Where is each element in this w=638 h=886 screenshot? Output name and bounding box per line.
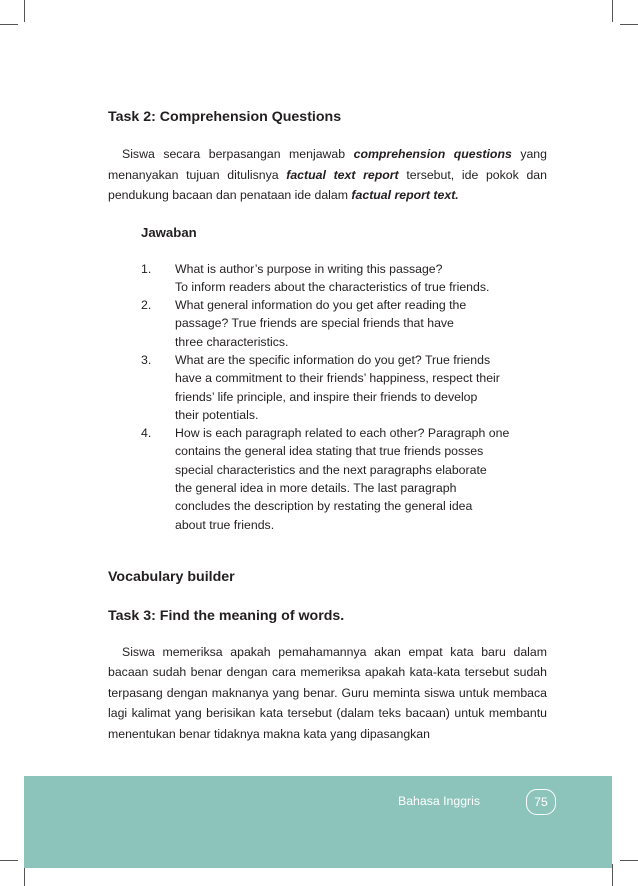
task2-heading xyxy=(108,108,547,126)
answer-line: special characteristics and the next paragraphs elaborate xyxy=(175,462,487,477)
task2-title: Comprehension Questions xyxy=(155,109,342,125)
task2-paragraph xyxy=(108,144,547,206)
answer-number: 4. xyxy=(141,426,152,441)
answer-number: 3. xyxy=(141,352,152,367)
task2-para-text-3: tersebut, ide pokok dan pendukung bacaan dan penataan ide dalam xyxy=(108,167,547,202)
crop-mark-bottom-right-v xyxy=(612,864,613,886)
answers-list xyxy=(108,260,547,534)
task3-label: Task 3: xyxy=(108,607,156,624)
crop-mark-top-right-v xyxy=(612,0,613,22)
answer-number: 1. xyxy=(141,261,152,276)
task2-para-emph-1: comprehension questions xyxy=(353,147,512,161)
answer-item xyxy=(108,424,535,534)
crop-mark-top-right-h xyxy=(620,24,638,25)
page-content xyxy=(108,108,547,744)
crop-mark-top-left-h xyxy=(0,24,18,25)
task2-para-emph-2: factual text report xyxy=(286,167,399,182)
task2-para-emph-3: factual report text. xyxy=(351,188,459,202)
answer-line: three characteristics. xyxy=(175,334,289,349)
answer-item xyxy=(108,260,535,297)
answer-line: How is each paragraph related to each other? Paragraph one xyxy=(175,426,510,441)
answer-line: passage? True friends are special friends that have xyxy=(175,316,454,331)
answer-line: their potentials. xyxy=(175,407,259,422)
answer-line: the general idea in more details. The last paragraph xyxy=(175,481,457,496)
crop-mark-top-left-v xyxy=(24,0,25,22)
answer-number: 2. xyxy=(141,298,152,313)
vocab-heading: Vocabulary builder xyxy=(108,568,235,585)
answer-item xyxy=(108,351,535,424)
task2-para-text-2: yang menanyakan tujuan ditulisnya xyxy=(108,147,547,182)
answer-line: about true friends. xyxy=(175,517,275,532)
crop-mark-bottom-right-h xyxy=(620,860,638,861)
task2-para-text-1: Siswa secara berpasangan menjawab xyxy=(122,147,354,161)
answer-line: What general information do you get after reading the xyxy=(175,298,467,313)
answer-item xyxy=(108,296,535,351)
task2-label: Task 2: xyxy=(108,109,156,125)
crop-mark-bottom-left-h xyxy=(0,860,18,861)
answer-line: To inform readers about the characteristics of true friends. xyxy=(175,279,490,294)
page-number: 75 xyxy=(526,789,556,815)
answer-line: What are the specific information do you get? True friends xyxy=(175,352,491,367)
answer-line: friends’ life principle, and inspire their friends to develop xyxy=(175,389,478,404)
task3-paragraph: Siswa memeriksa apakah pemahamannya akan empat kata baru dalam bacaan sudah benar dengan cara memeriksa apakah kata-kata tersebut sudah terpasang dengan maknanya yang benar. Guru meminta siswa untuk membaca lagi kalimat yang berisikan kata tersebut (dalam teks bacaan) untuk membantu menentukan benar tidaknya makna kata yang dipasangkan xyxy=(108,644,547,741)
task3-heading xyxy=(108,607,547,625)
footer-band xyxy=(24,776,612,868)
answer-line: concludes the description by restating the general idea xyxy=(175,499,473,514)
footer-book-title: Bahasa Inggris xyxy=(398,794,481,808)
answer-line: have a commitment to their friends’ happiness, respect their xyxy=(175,371,500,386)
answers-title: Jawaban xyxy=(141,224,197,240)
task3-title: Find the meaning of words. xyxy=(155,607,345,624)
answer-line: contains the general idea stating that true friends posses xyxy=(175,444,484,459)
answer-line: What is author’s purpose in writing this passage? xyxy=(175,261,443,276)
